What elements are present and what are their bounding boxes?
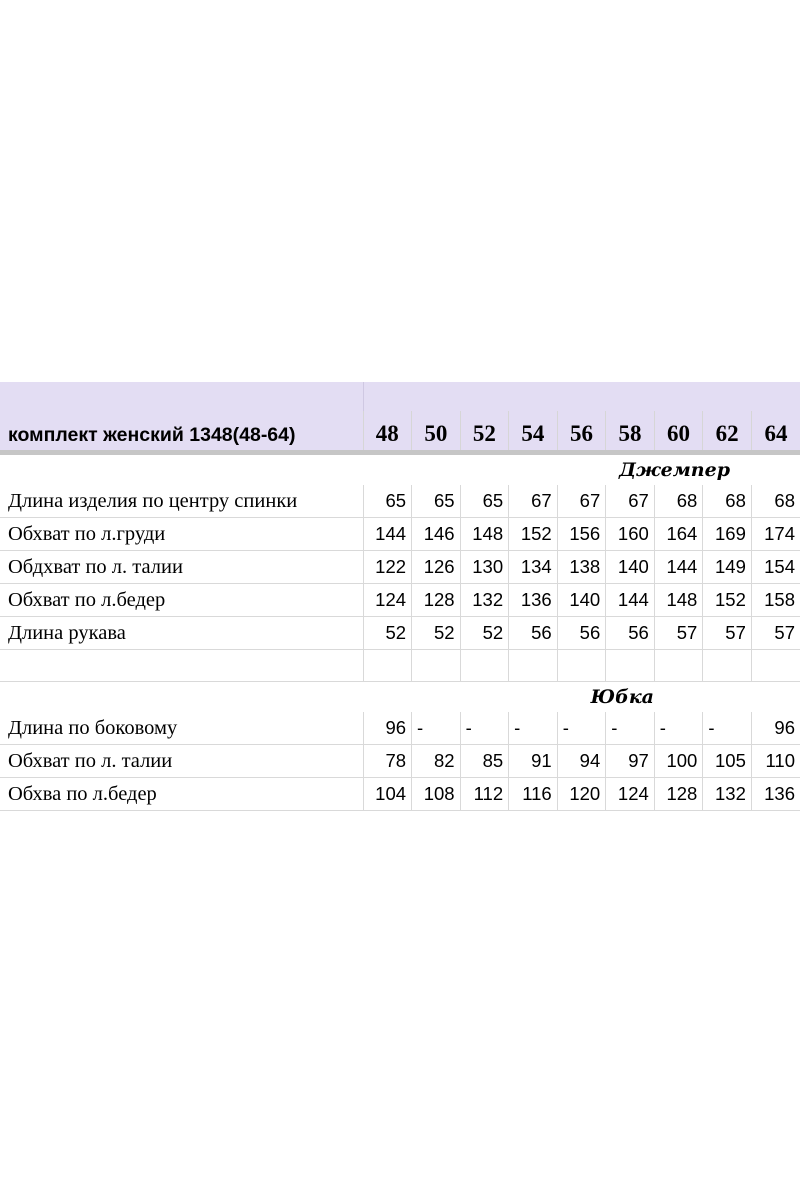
cell-value: - (412, 712, 461, 745)
size-chart-table (0, 382, 800, 811)
table-row (0, 551, 800, 584)
cell-value: 128 (412, 584, 461, 617)
cell-value: 146 (412, 518, 461, 551)
product-title: комплект женский 1348(48-64) (0, 411, 363, 450)
cell-value: 164 (654, 518, 703, 551)
size-header: 54 (509, 411, 558, 450)
table-row (0, 518, 800, 551)
row-label: Длина рукава (0, 617, 363, 650)
cell-value: 94 (557, 745, 606, 778)
cell-value: 57 (751, 617, 800, 650)
cell-value: 112 (460, 778, 509, 811)
cell-value: 67 (557, 485, 606, 518)
cell-value: 68 (751, 485, 800, 518)
cell-value: 156 (557, 518, 606, 551)
cell-value: 56 (606, 617, 655, 650)
cell-value: 57 (654, 617, 703, 650)
row-label: Обдхват по л. талии (0, 551, 363, 584)
cell-value: 110 (751, 745, 800, 778)
row-label: Обхват по л.бедер (0, 584, 363, 617)
size-header: 56 (557, 411, 606, 450)
header-row (0, 411, 800, 450)
table-row (0, 485, 800, 518)
row-label: Обхват по л.груди (0, 518, 363, 551)
cell-value: 132 (460, 584, 509, 617)
cell-value: 65 (460, 485, 509, 518)
cell-value: 65 (412, 485, 461, 518)
cell-value: 96 (363, 712, 412, 745)
header-blank-cell (0, 382, 363, 411)
cell-value: 174 (751, 518, 800, 551)
table-row (0, 745, 800, 778)
cell-value: 104 (363, 778, 412, 811)
cell-value: 68 (654, 485, 703, 518)
cell-value: 136 (751, 778, 800, 811)
size-header: 48 (363, 411, 412, 450)
cell-value: - (557, 712, 606, 745)
cell-value: 152 (703, 584, 752, 617)
cell-value: 68 (703, 485, 752, 518)
cell-value: 140 (606, 551, 655, 584)
cell-value: 130 (460, 551, 509, 584)
cell-value: 169 (703, 518, 752, 551)
cell-value: 160 (606, 518, 655, 551)
cell-value: 52 (460, 617, 509, 650)
cell-value: 140 (557, 584, 606, 617)
cell-value: 149 (703, 551, 752, 584)
cell-value: 67 (606, 485, 655, 518)
cell-value: 136 (509, 584, 558, 617)
cell-value: 56 (509, 617, 558, 650)
empty-row (0, 650, 800, 682)
cell-value: 152 (509, 518, 558, 551)
size-header: 58 (606, 411, 655, 450)
size-header: 52 (460, 411, 509, 450)
cell-value: - (654, 712, 703, 745)
size-header: 62 (703, 411, 752, 450)
section-header-skirt (0, 682, 800, 713)
cell-value: 52 (363, 617, 412, 650)
section-title: Юбка (590, 686, 654, 708)
cell-value: 85 (460, 745, 509, 778)
cell-value: 67 (509, 485, 558, 518)
cell-value: 100 (654, 745, 703, 778)
cell-value: 148 (460, 518, 509, 551)
header-row-top (0, 382, 800, 411)
size-header: 64 (751, 411, 800, 450)
cell-value: 56 (557, 617, 606, 650)
cell-value: 105 (703, 745, 752, 778)
size-header: 50 (412, 411, 461, 450)
cell-value: 116 (509, 778, 558, 811)
cell-value: 65 (363, 485, 412, 518)
cell-value: 138 (557, 551, 606, 584)
table-row (0, 712, 800, 745)
cell-value: 124 (606, 778, 655, 811)
cell-value: - (460, 712, 509, 745)
row-label: Обхват по л. талии (0, 745, 363, 778)
cell-value: 78 (363, 745, 412, 778)
cell-value: - (703, 712, 752, 745)
cell-value: 82 (412, 745, 461, 778)
cell-value: 97 (606, 745, 655, 778)
table-row (0, 617, 800, 650)
cell-value: 154 (751, 551, 800, 584)
cell-value: 134 (509, 551, 558, 584)
section-title: Джемпер (618, 459, 730, 481)
section-header-jumper (0, 455, 800, 485)
cell-value: 144 (654, 551, 703, 584)
size-chart-sheet (0, 382, 800, 811)
cell-value: 144 (363, 518, 412, 551)
table-row (0, 778, 800, 811)
cell-value: - (509, 712, 558, 745)
cell-value: - (606, 712, 655, 745)
cell-value: 57 (703, 617, 752, 650)
cell-value: 128 (654, 778, 703, 811)
row-label: Длина по боковому (0, 712, 363, 745)
header-size-blank (363, 382, 800, 411)
row-label: Длина изделия по центру спинки (0, 485, 363, 518)
table-row (0, 584, 800, 617)
cell-value: 158 (751, 584, 800, 617)
cell-value: 108 (412, 778, 461, 811)
cell-value: 122 (363, 551, 412, 584)
cell-value: 132 (703, 778, 752, 811)
row-label: Обхва по л.бедер (0, 778, 363, 811)
cell-value: 96 (751, 712, 800, 745)
cell-value: 148 (654, 584, 703, 617)
cell-value: 124 (363, 584, 412, 617)
cell-value: 120 (557, 778, 606, 811)
cell-value: 144 (606, 584, 655, 617)
size-header: 60 (654, 411, 703, 450)
cell-value: 52 (412, 617, 461, 650)
cell-value: 126 (412, 551, 461, 584)
cell-value: 91 (509, 745, 558, 778)
